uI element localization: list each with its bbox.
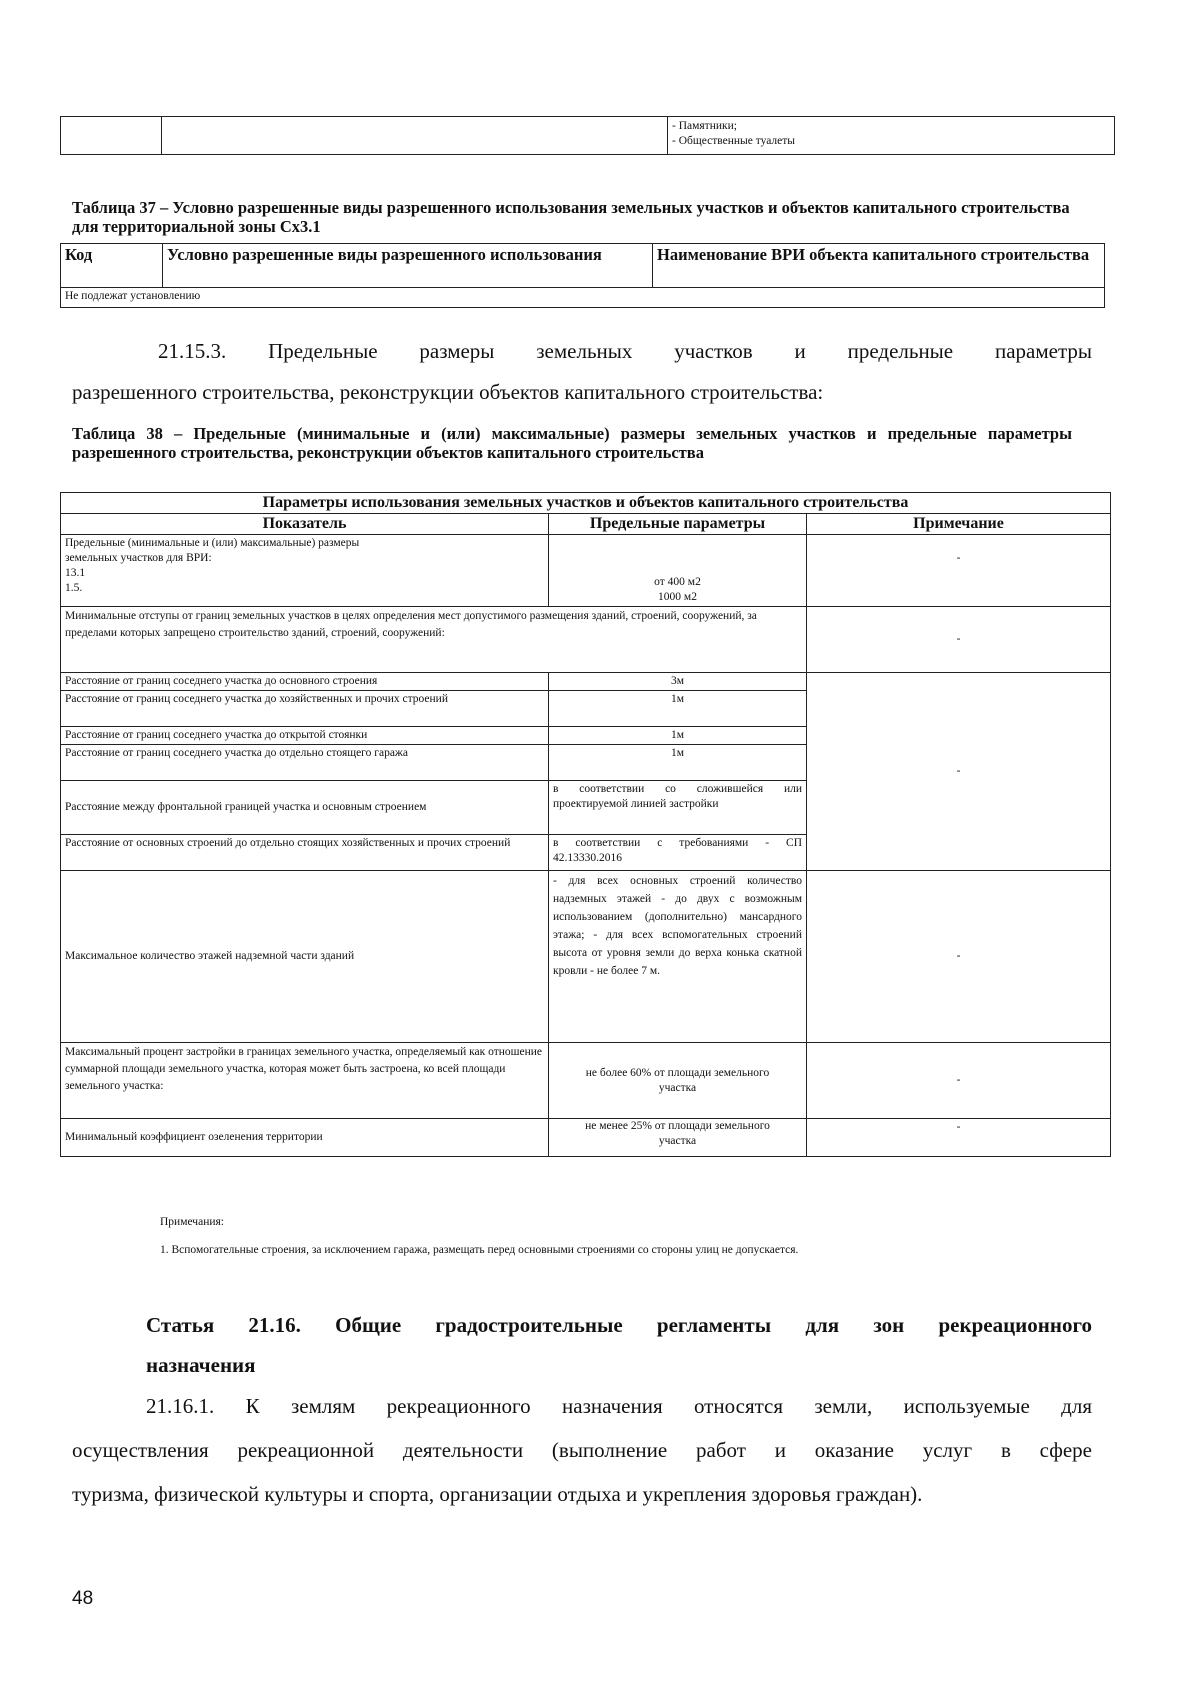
table-row	[61, 1043, 1111, 1119]
setback-value: в соответствии с требованиями - СП 42.13330.2016	[549, 835, 807, 871]
table-header-row	[61, 244, 1105, 288]
top-table-cell-empty-1	[61, 117, 162, 155]
row2-text: Минимальные отступы от границ земельных участков в целях определения мест допустимого размещения зданий, строений, сооружений, за пределами которых запрещено строительство зданий, строений, сооружений:	[61, 607, 807, 673]
row1-value: от 400 м2	[654, 576, 701, 588]
table37-header-code: Код	[61, 244, 163, 288]
coverage-value: не более 60% от площади земельного участка	[549, 1043, 807, 1119]
setback-indicator: Расстояние от границ соседнего участка до открытой стоянки	[61, 727, 549, 745]
section-21-15-3-line1: 21.15.3. Предельные размеры земельных участков и предельные параметры	[158, 339, 1092, 363]
table37-header-name: Наименование ВРИ объекта капитального строительства	[653, 244, 1105, 288]
table38-header-note: Примечание	[807, 514, 1111, 535]
setbacks-note	[807, 673, 1111, 871]
coverage-indicator: Максимальный процент застройки в границах земельного участка, определяемый как отношение суммарной площади земельного участка, которая может быть застроена, ко всей площади земельного участка:	[61, 1043, 549, 1119]
notes-item-1: 1. Вспомогательные строения, за исключением гаража, размещать перед основными строениями со стороны улиц не допускается.	[160, 1244, 799, 1256]
setback-value: в соответствии со сложившейся или проектируемой линией застройки	[549, 781, 807, 835]
greening-value: не менее 25% от площади земельного участка	[549, 1119, 807, 1157]
article-21-16-para-line2: осуществления рекреационной деятельности (выполнение работ и оказание услуг в сфере	[72, 1438, 1092, 1462]
setback-indicator: Расстояние между фронтальной границей участка и основным строением	[61, 781, 549, 835]
setback-value: 1м	[549, 745, 807, 781]
setback-value: 1м	[549, 727, 807, 745]
floors-note	[807, 871, 1111, 1043]
table38-caption: Таблица 38 – Предельные (минимальные и (или) максимальные) размеры земельных участков и предельные параметры разрешенного строительства, реконструкции объектов капитального строительства	[72, 424, 1072, 462]
table-row	[61, 535, 1111, 607]
coverage-note-text: -	[956, 1074, 961, 1086]
floors-note-text: -	[956, 950, 961, 962]
greening-note-text: -	[956, 1121, 961, 1133]
table38-header-limits: Предельные параметры	[549, 514, 807, 535]
row1-values	[549, 535, 807, 607]
setback-value: 3м	[549, 673, 807, 691]
list-item: - Общественные туалеты	[672, 135, 795, 147]
table37-header-types: Условно разрешенные виды разрешенного использования	[163, 244, 653, 288]
setbacks-note-text: -	[956, 765, 961, 777]
list-item: - Памятники;	[672, 120, 737, 132]
setback-indicator: Расстояние от границ соседнего участка до отдельно стоящего гаража	[61, 745, 549, 781]
greening-note	[807, 1119, 1111, 1157]
notes-title: Примечания:	[160, 1216, 224, 1228]
floors-indicator: Максимальное количество этажей надземной части зданий	[61, 871, 549, 1043]
section-21-15-3-line2: разрешенного строительства, реконструкции объектов капитального строительства:	[72, 380, 824, 404]
coverage-note	[807, 1043, 1111, 1119]
table37	[60, 243, 1105, 308]
row1-indicator-line: Предельные (минимальные и (или) максимальные) размеры	[65, 537, 360, 549]
table38-super-header: Параметры использования земельных участков и объектов капитального строительства	[61, 493, 1111, 514]
table-header-row	[61, 514, 1111, 535]
table38-header-indicator: Показатель	[61, 514, 549, 535]
setback-indicator: Расстояние от границ соседнего участка до хозяйственных и прочих строений	[61, 691, 549, 727]
table-row	[61, 673, 1111, 691]
top-table-cell-empty-2	[162, 117, 668, 155]
article-21-16-para-line3: туризма, физической культуры и спорта, организации отдыха и укрепления здоровья граждан).	[72, 1482, 923, 1506]
row1-indicator-line: земельных участков для ВРИ:	[65, 552, 212, 564]
table37-row-not-set: Не подлежат установлению	[61, 288, 1105, 308]
row1-note-text: -	[956, 552, 961, 564]
top-table-cell-items	[668, 117, 1115, 155]
row1-indicator	[61, 535, 549, 607]
article-21-16-para-line1: 21.16.1. К землям рекреационного назначения относятся земли, используемые для	[146, 1394, 1092, 1418]
table-row	[61, 1119, 1111, 1157]
row1-indicator-line: 1.5.	[65, 582, 83, 594]
greening-indicator: Минимальный коэффициент озеленения территории	[61, 1119, 549, 1157]
table-row	[61, 288, 1105, 308]
row2-note-text: -	[956, 633, 961, 645]
table-row	[61, 117, 1115, 155]
table-row	[61, 871, 1111, 1043]
setback-indicator: Расстояние от основных строений до отдельно стоящих хозяйственных и прочих строений	[61, 835, 549, 871]
row1-value: 1000 м2	[658, 591, 697, 603]
table-row	[61, 607, 1111, 673]
table-header-row	[61, 493, 1111, 514]
setback-indicator: Расстояние от границ соседнего участка до основного строения	[61, 673, 549, 691]
row1-note	[807, 535, 1111, 607]
row1-indicator-line: 13.1	[65, 567, 86, 579]
top-table-fragment	[60, 116, 1115, 155]
table38	[60, 492, 1111, 1157]
floors-value: - для всех основных строений количество надземных этажей - до двух с возможным использованием (дополнительно) мансардного этажа; - для всех вспомогательных строений высота от уровня земли до верха конька скатной кровли - не более 7 м.	[549, 871, 807, 1043]
page-number: 48	[72, 1588, 94, 1609]
article-21-16-heading-line1: Статья 21.16. Общие градостроительные регламенты для зон рекреационного	[146, 1313, 1092, 1337]
row2-note	[807, 607, 1111, 673]
article-21-16-heading-line2: назначения	[146, 1353, 256, 1377]
table37-caption: Таблица 37 – Условно разрешенные виды разрешенного использования земельных участков и объектов капитального строительства для территориальной зоны Сх3.1	[72, 198, 1070, 236]
setback-value: 1м	[549, 691, 807, 727]
